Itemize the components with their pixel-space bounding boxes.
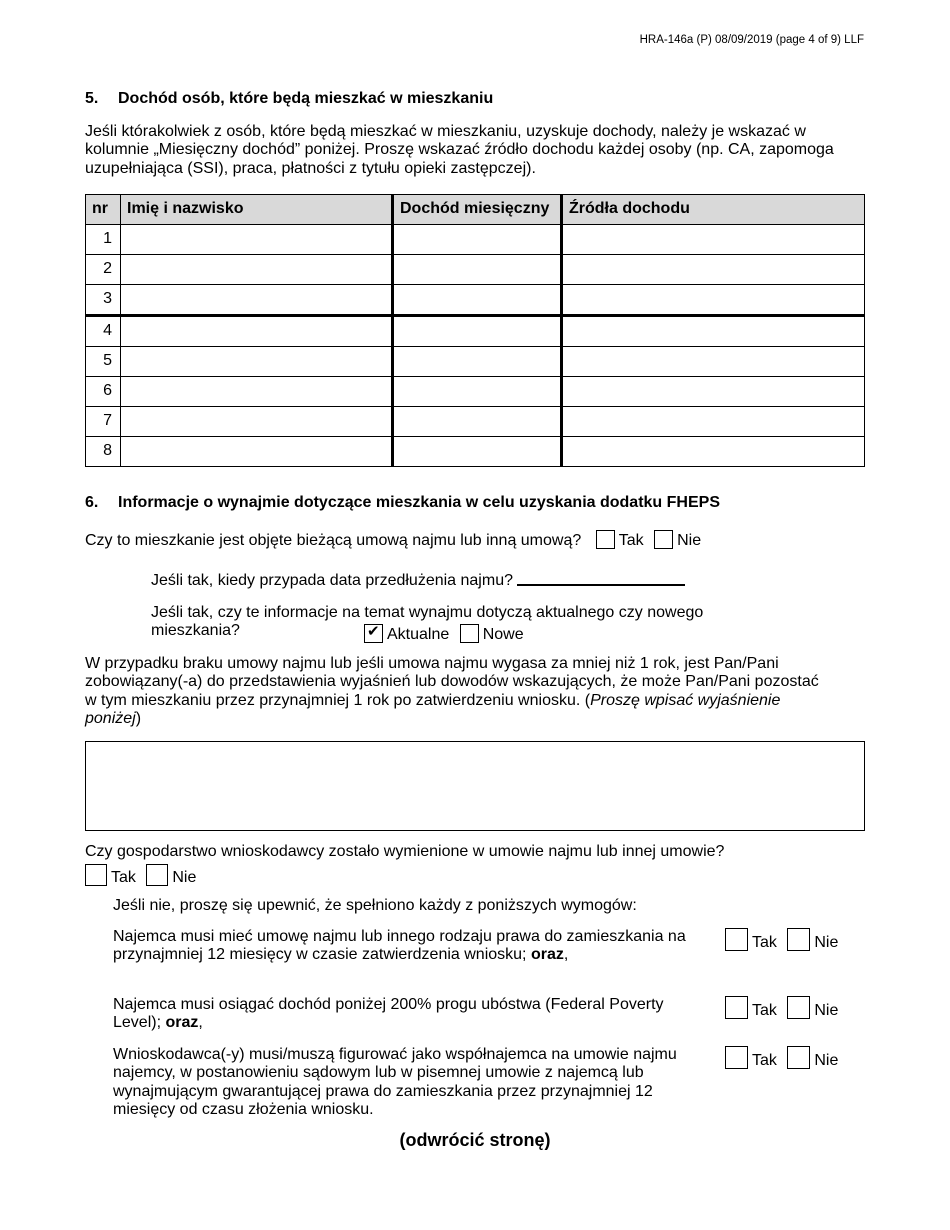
source-cell[interactable] — [562, 225, 865, 255]
lease-no-label: Nie — [677, 532, 702, 549]
req1-no-label: Nie — [814, 934, 839, 951]
requirement-3 — [113, 1046, 683, 1120]
row-number: 7 — [86, 407, 121, 437]
requirement-2 — [113, 996, 673, 1033]
document-id: HRA-146a (P) 08/09/2019 (page 4 of 9) LLF — [639, 34, 864, 46]
table-row — [86, 316, 865, 347]
section5-intro: Jeśli którakolwiek z osób, które będą mieszkać w mieszkaniu, uzyskuje dochody, należy je wskazać w kolumnie „Miesięczny dochód” poniżej. Proszę wskazać źródło dochodu każdej osoby (np. CA, zapomoga uzupełniająca (SSI), praca, płatności z tytułu opieki zastępczej). — [85, 123, 834, 177]
explanation-textarea[interactable] — [85, 741, 865, 831]
name-cell[interactable] — [121, 285, 393, 316]
renewal-row — [151, 570, 685, 590]
if-no-instruction: Jeśli nie, proszę się upewnić, że spełniono każdy z poniższych wymogów: — [113, 897, 637, 914]
section5-heading — [85, 90, 493, 108]
table-row — [86, 437, 865, 467]
name-cell[interactable] — [121, 225, 393, 255]
lease-question: Czy to mieszkanie jest objęte bieżącą umową najmu lub inną umową? — [85, 532, 582, 549]
row-number: 4 — [86, 316, 121, 347]
row-number: 6 — [86, 377, 121, 407]
requirement-1 — [113, 928, 703, 965]
name-cell[interactable] — [121, 347, 393, 377]
requirement-2-tail: , — [198, 1014, 203, 1032]
source-cell[interactable] — [562, 437, 865, 467]
household-question: Czy gospodarstwo wnioskodawcy zostało wymienione w umowie najmu lub innej umowie? — [85, 843, 725, 860]
household-yes-label: Tak — [111, 869, 136, 886]
no-lease-italic: Proszę wpisać wyjaśnienie poniżej — [85, 691, 781, 728]
requirement-1-options — [725, 928, 844, 952]
requirement-2-options — [725, 996, 844, 1020]
section6-title: Informacje o wynajmie dotyczące mieszkania w celu uzyskania dodatku FHEPS — [118, 494, 720, 511]
row-number: 3 — [86, 285, 121, 316]
income-cell[interactable] — [393, 377, 562, 407]
income-cell[interactable] — [393, 437, 562, 467]
req3-no-checkbox[interactable] — [787, 1046, 810, 1069]
table-row — [86, 377, 865, 407]
requirement-3-text: Wnioskodawca(-y) musi/muszą figurować jako współnajemca na umowie najmu najemcy, w postanowieniu sądowym lub w pisemnej umowie z najemcą lub wynajmującym gwarantującej prawa do zamieszkania przez przynajmniej 12 miesięcy od czasu złożenia wniosku. — [113, 1046, 677, 1119]
requirement-2-bold: oraz — [165, 1014, 199, 1032]
turn-page-note: (odwrócić stronę) — [399, 1130, 551, 1150]
req2-yes-label: Tak — [752, 1002, 777, 1019]
col-header-income: Dochód miesięczny — [393, 195, 562, 225]
name-cell[interactable] — [121, 377, 393, 407]
table-row — [86, 285, 865, 316]
col-header-sources: Źródła dochodu — [562, 195, 865, 225]
renewal-date-field[interactable] — [517, 570, 685, 586]
name-cell[interactable] — [121, 407, 393, 437]
section6-heading — [85, 494, 720, 512]
current-label: Aktualne — [387, 626, 450, 643]
source-cell[interactable] — [562, 407, 865, 437]
lease-yes-label: Tak — [618, 532, 644, 549]
row-number: 5 — [86, 347, 121, 377]
household-options — [85, 864, 202, 887]
renewal-question: Jeśli tak, kiedy przypada data przedłużenia najmu? — [151, 572, 513, 589]
income-table-header — [86, 195, 865, 225]
requirement-1-bold: oraz — [530, 946, 564, 964]
col-header-name: Imię i nazwisko — [121, 195, 393, 225]
new-checkbox[interactable] — [460, 624, 479, 643]
req3-yes-label: Tak — [752, 1052, 777, 1069]
household-no-checkbox[interactable] — [146, 864, 168, 886]
row-number: 8 — [86, 437, 121, 467]
income-cell[interactable] — [393, 285, 562, 316]
requirement-1-tail: , — [563, 946, 569, 964]
lease-yes-checkbox[interactable] — [596, 530, 615, 549]
name-cell[interactable] — [121, 255, 393, 285]
new-label: Nowe — [482, 626, 524, 643]
household-no-label: Nie — [172, 869, 197, 886]
req2-yes-checkbox[interactable] — [725, 996, 748, 1019]
current-checkbox[interactable] — [364, 624, 383, 643]
source-cell[interactable] — [562, 255, 865, 285]
income-cell[interactable] — [393, 407, 562, 437]
section5-number: 5. — [85, 90, 99, 107]
section6-number: 6. — [85, 494, 99, 511]
source-cell[interactable] — [562, 377, 865, 407]
lease-question-row — [85, 530, 707, 550]
req2-no-label: Nie — [814, 1002, 839, 1019]
table-row — [86, 225, 865, 255]
section5-title: Dochód osób, które będą mieszkać w mieszkaniu — [118, 90, 494, 107]
no-lease-text: W przypadku braku umowy najmu lub jeśli umowa najmu wygasa za mniej niż 1 rok, jest Pan/Pani zobowiązany(-a) do przedstawienia wyjaśnień lub dowodów wskazujących, że może Pan/Pani pozostać w tym mieszkaniu przez przynajmniej 1 rok po zatwierdzeniu wniosku. ( — [85, 655, 819, 709]
req2-no-checkbox[interactable] — [787, 996, 810, 1019]
no-lease-paragraph — [85, 655, 825, 729]
income-table — [85, 194, 865, 467]
requirement-3-options — [725, 1046, 844, 1070]
req1-yes-label: Tak — [752, 934, 777, 951]
table-row — [86, 407, 865, 437]
source-cell[interactable] — [562, 316, 865, 347]
source-cell[interactable] — [562, 347, 865, 377]
income-cell[interactable] — [393, 255, 562, 285]
lease-no-checkbox[interactable] — [654, 530, 673, 549]
current-new-options — [364, 624, 530, 644]
income-cell[interactable] — [393, 225, 562, 255]
col-header-nr: nr — [86, 195, 121, 225]
name-cell[interactable] — [121, 437, 393, 467]
req3-yes-checkbox[interactable] — [725, 1046, 748, 1069]
income-cell[interactable] — [393, 316, 562, 347]
req1-no-checkbox[interactable] — [787, 928, 810, 951]
household-yes-checkbox[interactable] — [85, 864, 107, 886]
income-cell[interactable] — [393, 347, 562, 377]
requirement-2-text: Najemca musi osiągać dochód poniżej 200% progu ubóstwa (Federal Poverty Level); — [113, 996, 664, 1032]
name-cell[interactable] — [121, 316, 393, 347]
requirement-1-text: Najemca musi mieć umowę najmu lub innego rodzaju prawa do zamieszkania na przynajmniej 12 miesięcy w czasie zatwierdzenia wniosku; — [113, 928, 686, 964]
no-lease-close: ) — [135, 710, 142, 728]
row-number: 2 — [86, 255, 121, 285]
req1-yes-checkbox[interactable] — [725, 928, 748, 951]
table-row — [86, 347, 865, 377]
table-row — [86, 255, 865, 285]
source-cell[interactable] — [562, 285, 865, 316]
row-number: 1 — [86, 225, 121, 255]
current-new-question: Jeśli tak, czy te informacje na temat wynajmu dotyczą aktualnego czy nowego mieszkania? — [151, 604, 704, 640]
req3-no-label: Nie — [814, 1052, 839, 1069]
